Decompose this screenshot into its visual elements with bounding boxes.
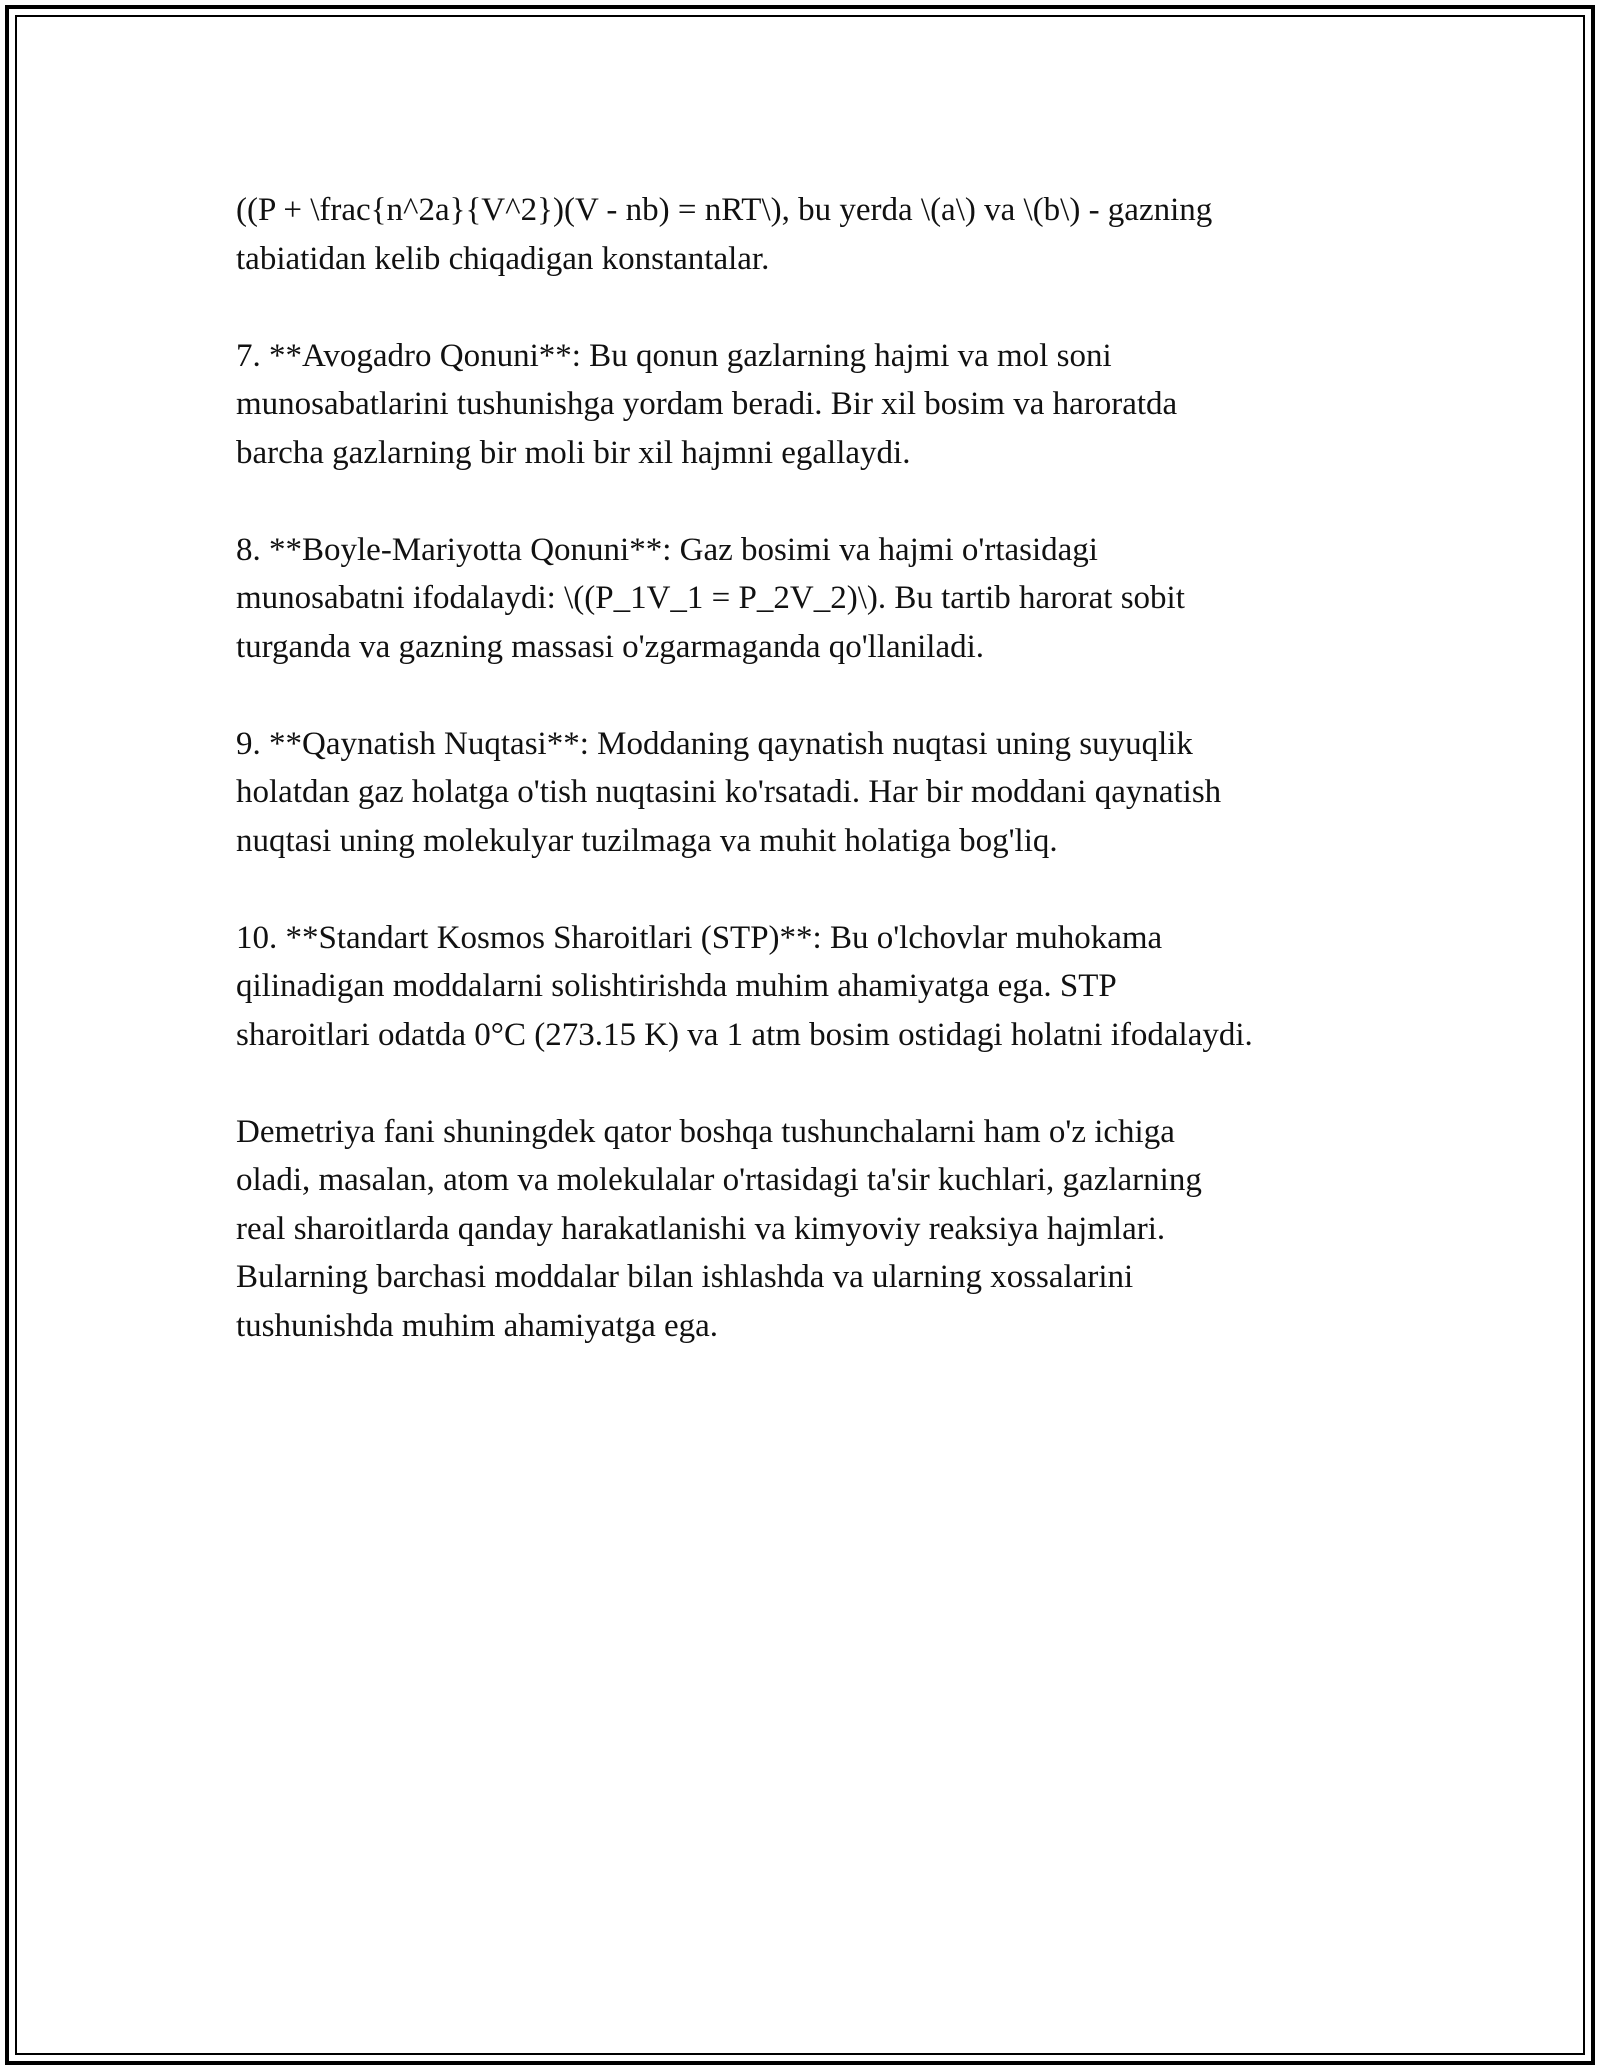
text-line: tushunishda muhim ahamiyatga ega.: [236, 1307, 719, 1344]
text-line: Demetriya fani shuningdek qator boshqa tushunchalarni ham o'z ichiga: [236, 1113, 1175, 1150]
text-line: real sharoitlarda qanday harakatlanishi va kimyoviy reaksiya hajmlari.: [236, 1210, 1166, 1247]
paragraph-conclusion: [236, 1108, 1416, 1351]
text-line: turganda va gazning massasi o'zgarmaganda qo'llaniladi.: [236, 628, 985, 665]
paragraph-boyle-mariotte: [236, 526, 1416, 672]
paragraph-boiling-point: [236, 720, 1416, 866]
text-line: 7. **Avogadro Qonuni**: Bu qonun gazlarning hajmi va mol soni: [236, 337, 1112, 374]
text-line: oladi, masalan, atom va molekulalar o'rtasidagi ta'sir kuchlari, gazlarning: [236, 1162, 1202, 1198]
text-line: munosabatlarini tushunishga yordam beradi. Bir xil bosim va haroratda: [236, 386, 1178, 422]
document-body: [236, 186, 1416, 1350]
text-line: Bularning barchasi moddalar bilan ishlashda va ularning xossalarini: [236, 1259, 1134, 1295]
text-line: 8. **Boyle-Mariyotta Qonuni**: Gaz bosimi va hajmi o'rtasidagi: [236, 531, 1098, 568]
text-line: tabiatidan kelib chiqadigan konstantalar.: [236, 240, 770, 277]
text-line: munosabatni ifodalaydi: \((P_1V_1 = P_2V_2)\). Bu tartib harorat sobit: [236, 580, 1185, 616]
text-line: nuqtasi uning molekulyar tuzilmaga va muhit holatiga bog'liq.: [236, 822, 1058, 859]
paragraph-stp: [236, 914, 1416, 1060]
text-line: holatdan gaz holatga o'tish nuqtasini ko'rsatadi. Har bir moddani qaynatish: [236, 774, 1222, 810]
text-line: ((P + \frac{n^2a}{V^2})(V - nb) = nRT\), bu yerda \(a\) va \(b\) - gazning: [236, 192, 1213, 228]
text-line: sharoitlari odatda 0°C (273.15 K) va 1 atm bosim ostidagi holatni ifodalaydi.: [236, 1016, 1253, 1053]
paragraph-avogadro: [236, 332, 1416, 478]
text-line: 9. **Qaynatish Nuqtasi**: Moddaning qaynatish nuqtasi uning suyuqlik: [236, 725, 1193, 762]
text-line: barcha gazlarning bir moli bir xil hajmni egallaydi.: [236, 434, 911, 471]
text-line: 10. **Standart Kosmos Sharoitlari (STP)**: Bu o'lchovlar muhokama: [236, 919, 1163, 956]
paragraph-van-der-waals: [236, 186, 1416, 283]
text-line: qilinadigan moddalarni solishtirishda muhim ahamiyatga ega. STP: [236, 968, 1117, 1004]
